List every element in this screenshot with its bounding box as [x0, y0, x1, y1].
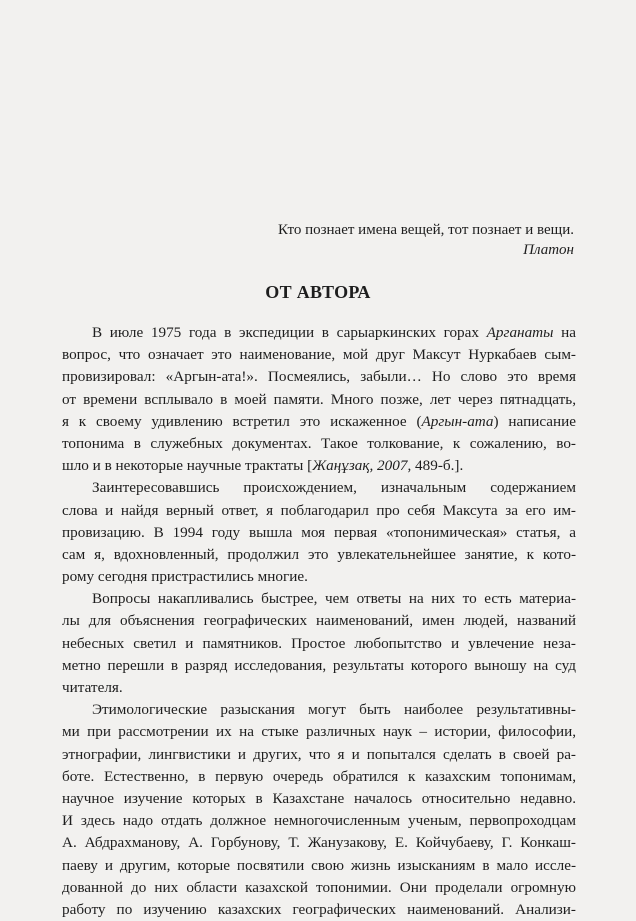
- text-line: паеву и другим, которые посвятили свою жизнь изысканиям в мало иссле-: [62, 856, 576, 874]
- text-line: слова и найдя верный ответ, я поблагодарил про себя Максута за его им-: [62, 501, 576, 519]
- text-line: И здесь надо отдать должное немногочисленным ученым, первопроходцам: [62, 812, 576, 830]
- text-line: лы для объяснения географических наименований, имен людей, названий: [62, 612, 576, 630]
- epigraph: [278, 220, 574, 260]
- paragraph-2: [62, 477, 576, 588]
- paragraph-3: [62, 588, 576, 699]
- text-line: этнографии, лингвистики и других, что я и попытался сделать в своей ра-: [62, 745, 576, 763]
- body-text: [62, 322, 576, 921]
- section-heading: ОТ АВТОРА: [265, 282, 371, 302]
- text-line: читателя.: [62, 679, 123, 696]
- text-line: шло и в некоторые научные трактаты [Жаңұзақ, 2007, 489-б.].: [62, 457, 464, 475]
- text-line: провизировал: «Аргын-ата!». Посмеялись, забыли… Но слово это время: [62, 368, 576, 386]
- text-line: рому сегодня пристрастились многие.: [62, 568, 308, 586]
- text-line: боте. Естественно, в первую очередь обратился к казахским топонимам,: [62, 767, 576, 785]
- text-line: Этимологические разыскания могут быть наиболее результативны-: [92, 701, 576, 719]
- epigraph-author: Платон: [523, 242, 574, 258]
- line-part: В июле 1975 года в экспедиции в сарыаркинских горах Арганаты на: [92, 324, 576, 341]
- text-line: дованной до них области казахской топонимии. Они проделали огромную: [62, 878, 576, 896]
- text-line: вопрос, что означает это наименование, мой друг Максут Нуркабаев сым-: [62, 346, 576, 364]
- text-line: работу по изучению казахских географических наименований. Анализи-: [62, 900, 576, 918]
- text-line: Вопросы накапливались быстрее, чем ответы на них то есть материа-: [92, 590, 576, 608]
- text-line: топонима в служебных документах. Такое толкование, к сожалению, во-: [62, 434, 576, 452]
- text-line: небесных светил и памятников. Простое любопытство и увлечение неза-: [62, 634, 576, 652]
- text-line: А. Абдрахманову, А. Горбунову, Т. Жанузакову, Е. Койчубаеву, Г. Конкаш-: [62, 834, 576, 852]
- text-line: Заинтересовавшись происхождением, изначальным содержанием: [92, 479, 576, 497]
- text-line: я к своему удивлению встретил это искаженное (Аргын-ата) написание: [62, 412, 576, 430]
- text-line: научное изучение которых в Казахстане началось относительно недавно.: [62, 789, 576, 807]
- text-line: сам я, вдохновленный, продолжил это увлекательнейшее занятие, к кото-: [62, 545, 576, 563]
- text-line: метно перешли в разряд исследования, результаты которого выношу на суд: [62, 656, 576, 674]
- text-line: [62, 322, 576, 344]
- paragraph-1: [62, 322, 576, 477]
- text-line: провизацию. В 1994 году вышла моя первая «топонимическая» статья, а: [62, 523, 576, 541]
- text-line: от времени всплывало в моей памяти. Много позже, лет через пятнадцать,: [62, 390, 576, 408]
- text-line: ми при рассмотрении их на стыке различных наук – истории, философии,: [62, 723, 576, 741]
- epigraph-quote: Кто познает имена вещей, тот познает и вещи.: [278, 222, 574, 238]
- paragraph-4: [62, 699, 576, 921]
